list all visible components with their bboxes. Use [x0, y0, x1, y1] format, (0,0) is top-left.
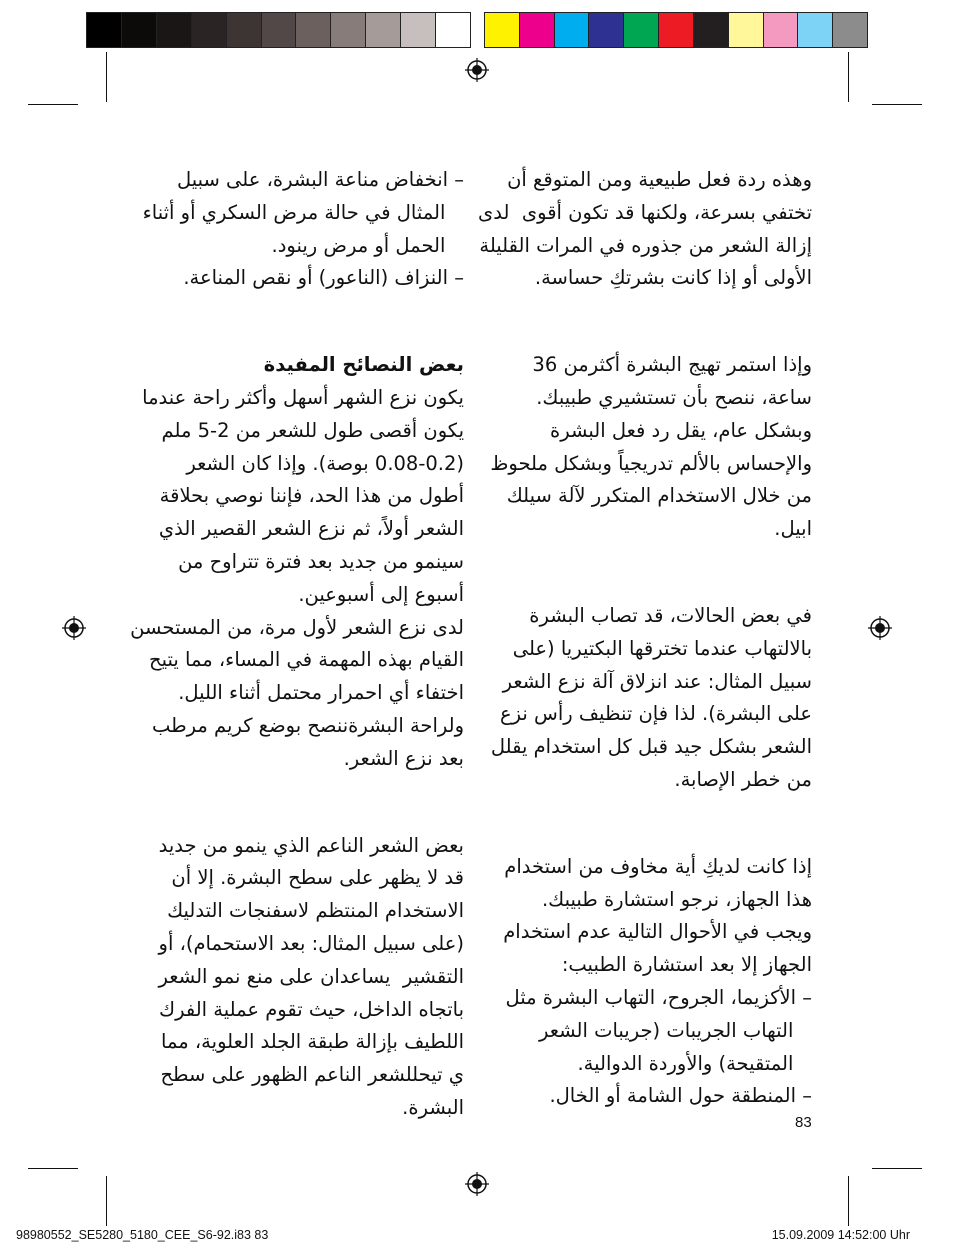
- text-line: الجهاز إلا بعد استشارة الطبيب:: [561, 953, 812, 977]
- text-line: إذا كانت لديكِ أية مخاوف من استخدام: [504, 854, 812, 878]
- color-swatch: [764, 13, 799, 47]
- gray-swatch: [192, 13, 227, 47]
- gray-swatch: [157, 13, 192, 47]
- section-heading-useful-tips: بعض النصائح المفيدة: [263, 353, 464, 377]
- text-line: بالالتهاب عندما تخترقها البكتيريا (على: [512, 636, 812, 660]
- color-swatch: [798, 13, 833, 47]
- crop-mark: [848, 1176, 849, 1226]
- text-line: من خلال الاستخدام المتكرر لآلة سيلك: [506, 484, 812, 508]
- color-swatch: [729, 13, 764, 47]
- text-line: تختفي بسرعة، ولكنها قد تكون أقوى لدى: [478, 200, 812, 224]
- gray-swatch: [122, 13, 157, 47]
- text-line: أطول من هذا الحد، فإننا نوصي بحلاقة: [159, 484, 464, 508]
- print-slug-filename: 98980552_SE5280_5180_CEE_S6-92.i83 83: [16, 1228, 269, 1242]
- gray-swatch: [227, 13, 262, 47]
- color-swatch: [833, 13, 867, 47]
- text-line: المتقيحة) والأوردة الدوالية.: [577, 1051, 812, 1075]
- text-line: سينمو من جديد بعد فترة تتراوح من: [178, 549, 464, 573]
- text-line: الحمل أو مرض رينود.: [271, 233, 464, 257]
- text-line: المثال في حالة مرض السكري أو أثناء: [142, 200, 464, 224]
- text-line: وإذا استمر تهيج البشرة أكثرمن 36: [532, 353, 812, 377]
- text-line: هذا الجهاز، نرجو استشارة طبيبك.: [541, 887, 812, 911]
- text-line: التقشير يساعدان على منع نمو الشعر: [158, 964, 464, 988]
- text-line: إزالة الشعر من جذوره في المرات القليلة: [479, 233, 812, 257]
- text-line: اللطيف بإزالة طبقة الجلد العلوية، مما: [161, 1030, 464, 1054]
- text-line: ي تيحللشعر الناعم الظهور على سطح: [160, 1063, 464, 1087]
- paragraph-persistent-irritation: [492, 349, 812, 546]
- gray-swatch: [436, 13, 470, 47]
- crop-mark: [848, 52, 849, 102]
- color-swatch: [520, 13, 555, 47]
- text-line: ساعة، ننصح بأن تستشيري طبيبك.: [536, 385, 812, 409]
- text-line: ابيل.: [774, 517, 812, 541]
- registration-mark-icon: [465, 58, 489, 82]
- gray-swatch: [262, 13, 297, 47]
- color-swatch: [589, 13, 624, 47]
- crop-mark: [28, 104, 78, 105]
- text-line: (على سبيل المثال: بعد الاستحمام)، أو: [158, 931, 464, 955]
- gray-swatch: [87, 13, 122, 47]
- text-line: سبيل المثال: عند انزلاق آلة نزع الشعر: [502, 669, 812, 693]
- text-line: اختفاء أي احمرار محتمل أثناء الليل.: [178, 681, 464, 705]
- text-line: ويجب في الأحوال التالية عدم استخدام: [503, 920, 812, 944]
- text-line: القيام بهذه المهمة في المساء، مما يتيح: [149, 648, 464, 672]
- text-line: وهذه ردة فعل طبيعية ومن المتوقع أن: [507, 168, 812, 191]
- text-line: في بعض الحالات، قد تصاب البشرة: [529, 603, 812, 627]
- crop-mark: [28, 1168, 78, 1169]
- text-line: لدى نزع الشعر لأول مرة، من المستحسن: [130, 615, 464, 639]
- text-line: يكون أقصى طول للشعر من 2-5 ملم: [161, 418, 464, 442]
- text-line: الشعر أولاً، ثم نزع الشعر القصير الذي: [158, 517, 464, 541]
- color-swatch: [694, 13, 729, 47]
- text-line: – المنطقة حول الشامة أو الخال.: [549, 1084, 812, 1108]
- text-line: أسبوع إلى أسبوعين.: [298, 582, 464, 606]
- paragraph-infection-warning: [492, 600, 812, 797]
- color-swatch: [659, 13, 694, 47]
- crop-mark: [872, 104, 922, 105]
- text-line: من خطر الإصابة.: [674, 767, 812, 791]
- gray-swatch: [366, 13, 401, 47]
- text-line: (0.08-0.2 بوصة). وإذا كان الشعر: [186, 451, 464, 475]
- text-line: الاستخدام المنتظم لاسفنجات التدليك: [167, 899, 464, 923]
- right-text-column: [478, 164, 812, 1113]
- text-line: الأولى أو إذا كانت بشرتكِ حساسة.: [534, 266, 812, 290]
- paragraph-skin-reaction: [478, 164, 812, 295]
- text-line: – الأكزيما، الجروح، التهاب البشرة مثل: [505, 985, 812, 1009]
- text-line: باتجاه الداخل، حيث تقوم عملية الفرك: [159, 997, 464, 1021]
- print-slug-timestamp: 15.09.2009 14:52:00 Uhr: [771, 1228, 910, 1242]
- text-line: ولراحة البشرةننصح بوضع كريم مرطب: [151, 713, 464, 737]
- color-swatch: [555, 13, 590, 47]
- text-line: – النزاف (الناعور) أو نقص المناعة.: [183, 266, 464, 290]
- registration-mark-icon: [868, 616, 892, 640]
- gray-swatch: [331, 13, 366, 47]
- crop-mark: [872, 1168, 922, 1169]
- gray-swatch: [401, 13, 436, 47]
- text-line: الشعر بشكل جيد قبل كل استخدام يقلل: [490, 735, 812, 759]
- gray-swatch: [296, 13, 331, 47]
- left-text-column: [130, 164, 464, 1125]
- text-line: على البشرة). لذا فإن تنظيف رأس نزع: [500, 702, 812, 726]
- text-line: قد لا يظهر على سطح البشرة. إلا أن: [171, 866, 464, 890]
- text-line: البشرة.: [402, 1095, 464, 1119]
- text-line: – انخفاض مناعة البشرة، على سبيل: [176, 168, 464, 191]
- crop-mark: [106, 52, 107, 102]
- paragraph-hair-length-tips: [130, 382, 464, 776]
- grayscale-color-bar: [86, 12, 471, 48]
- list-contraindications: [134, 164, 464, 295]
- text-line: والإحساس بالألم تدريجياً وبشكل ملحوظ: [490, 451, 812, 475]
- paragraph-ingrown-hair: [134, 830, 464, 1125]
- text-line: بعض الشعر الناعم الذي ينمو من جديد: [158, 833, 464, 857]
- color-swatch: [624, 13, 659, 47]
- registration-mark-icon: [465, 1172, 489, 1196]
- text-line: يكون نزع الشهر أسهل وأكثر راحة عندما: [142, 385, 464, 409]
- page-number: 83: [795, 1114, 812, 1131]
- crop-mark: [106, 1176, 107, 1226]
- color-swatch: [485, 13, 520, 47]
- text-line: بعد نزع الشعر.: [343, 746, 464, 770]
- paragraph-consult-doctor: [492, 851, 812, 1113]
- registration-mark-icon: [62, 616, 86, 640]
- process-color-bar: [484, 12, 868, 48]
- text-line: التهاب الجريبات (جريبات الشعر: [539, 1018, 812, 1042]
- text-line: وبشكل عام، يقل رد فعل البشرة: [550, 418, 812, 442]
